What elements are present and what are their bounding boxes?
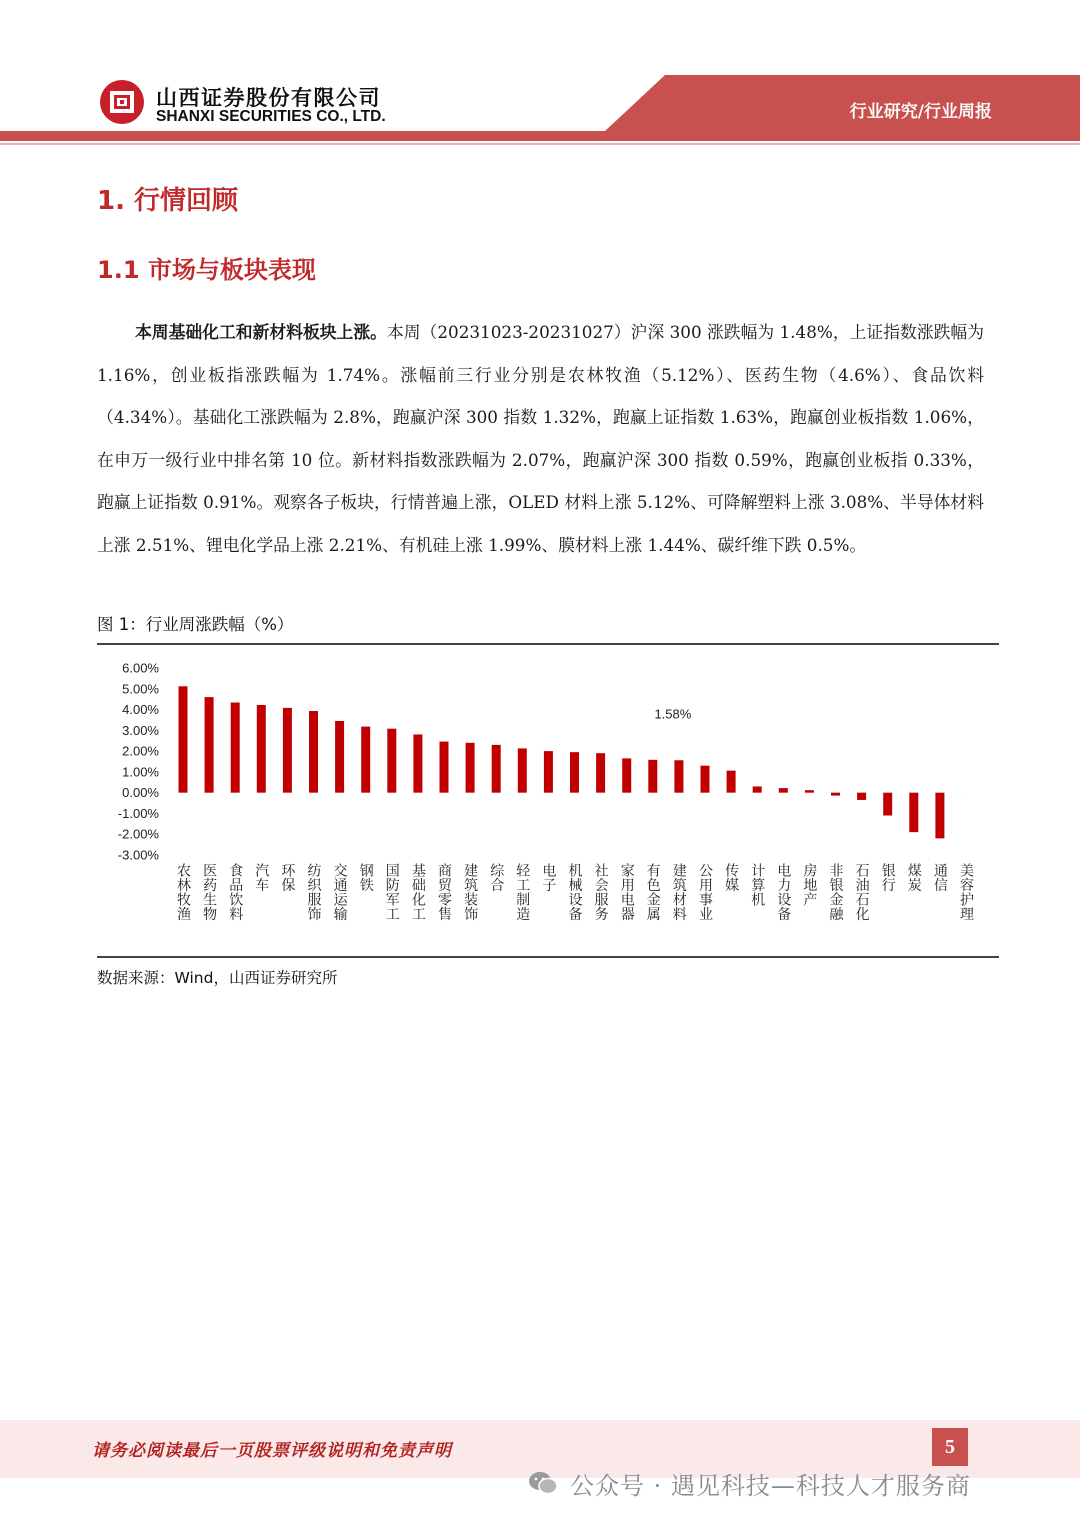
bar: [596, 753, 605, 792]
figure-title: 图 1：行业周涨跌幅（%）: [97, 615, 294, 634]
figure-source: 数据来源：Wind，山西证券研究所: [97, 969, 338, 987]
x-tick-label: 基础化工: [409, 863, 426, 921]
company-logo-icon: [98, 78, 146, 126]
bar: [205, 697, 214, 793]
x-tick-label: 交通运输: [331, 863, 348, 921]
page-header: [0, 0, 1080, 150]
bar: [883, 793, 892, 816]
bar-chart: [97, 645, 999, 955]
bar: [283, 708, 292, 793]
data-label: 1.58%: [654, 706, 692, 722]
footer-disclaimer: 请务必阅读最后一页股票评级说明和免责声明: [92, 1441, 452, 1461]
x-tick-label: 钢铁: [357, 863, 374, 892]
x-tick-label: 房地产: [801, 863, 818, 907]
company-name-cn: 山西证券股份有限公司: [156, 86, 381, 110]
y-tick-label: 5.00%: [122, 681, 159, 697]
bar: [387, 729, 396, 793]
subsection-title: 1.1 市场与板块表现: [97, 256, 316, 284]
x-tick-label: 农林牧渔: [175, 863, 191, 921]
bar: [622, 758, 631, 792]
bar: [570, 752, 579, 793]
company-name-en: SHANXI SECURITIES CO., LTD.: [156, 108, 386, 125]
x-tick-label: 建筑装饰: [462, 863, 479, 921]
bar: [231, 702, 240, 792]
y-tick-label: 4.00%: [122, 702, 159, 718]
bar: [257, 705, 266, 793]
x-tick-label: 美容护理: [958, 863, 974, 921]
x-tick-label: 有色金属: [644, 863, 661, 921]
y-tick-label: -1.00%: [117, 805, 159, 821]
watermark: [528, 1464, 971, 1502]
bar: [518, 748, 527, 792]
bar: [309, 711, 318, 793]
x-tick-label: 电子: [540, 863, 557, 892]
bar: [857, 793, 866, 800]
bar: [544, 751, 553, 793]
bar: [413, 734, 422, 792]
x-tick-label: 环保: [279, 863, 296, 892]
bar: [335, 721, 344, 793]
header-divider-thin: [0, 143, 1080, 145]
bar: [831, 793, 840, 796]
header-divider: [0, 131, 1080, 141]
bar: [674, 760, 683, 792]
x-tick-label: 机械设备: [566, 863, 583, 921]
wechat-icon: [528, 1470, 558, 1496]
x-tick-label: 社会服务: [592, 863, 609, 921]
figure-bottom-rule: [97, 956, 999, 958]
bar: [805, 790, 814, 792]
header-tab: [605, 75, 1080, 131]
bar: [492, 745, 501, 793]
x-tick-label: 纺织服饰: [305, 863, 322, 921]
y-tick-label: 1.00%: [122, 764, 159, 780]
bar: [909, 793, 918, 832]
bar: [701, 766, 710, 793]
x-tick-label: 非银金融: [827, 863, 844, 921]
x-tick-label: 建筑材料: [670, 863, 687, 921]
x-tick-label: 家用电器: [618, 863, 635, 921]
y-tick-label: -3.00%: [117, 847, 159, 863]
x-tick-label: 煤炭: [905, 863, 922, 892]
bar: [753, 786, 762, 792]
bar: [935, 793, 944, 839]
section-title: 1. 行情回顾: [97, 186, 239, 216]
x-tick-label: 银行: [879, 863, 896, 892]
x-tick-label: 轻工制造: [514, 863, 531, 921]
y-tick-label: 3.00%: [122, 722, 159, 738]
bar: [179, 686, 188, 792]
paragraph-body: 本周（20231023-20231027）沪深 300 涨跌幅为 1.48%，上证指数涨跌幅为 1.16%，创业板指涨跌幅为 1.74%。涨幅前三行业分别是农林牧渔（5.12%）、医药生物（4.6%）、食品饮料（4.34%）。基础化工涨跌幅为 2.8%，跑赢沪深 300 指数 1.32%，跑赢上证指数 1.63%，跑赢创业板指数 1.06%，在申万一级行业中排名第 10 位。新材料指数涨跌幅为 2.07%，跑赢沪深 300 指数 0.59%，跑赢创业板指 0.33%，跑赢上证指数 0.91%。观察各子板块，行情普遍上涨，OLED 材料上涨 5.12%、可降解塑料上涨 3.08%、半导体材料上涨 2.51%、锂电化学品上涨 2.21%、有机硅上涨 1.99%、膜材料上涨 1.44%、碳纤维下跌 0.5%。: [97, 322, 984, 555]
bar: [361, 727, 370, 793]
bar: [779, 788, 788, 793]
page-number: 5: [932, 1428, 968, 1466]
bar: [648, 760, 657, 793]
y-tick-label: -2.00%: [117, 826, 159, 842]
x-tick-label: 电力设备: [775, 863, 792, 921]
x-tick-label: 商贸零售: [436, 863, 452, 921]
body-paragraph: [97, 311, 984, 566]
bar: [466, 743, 475, 793]
x-tick-label: 汽车: [253, 863, 270, 892]
x-tick-label: 综合: [488, 863, 505, 892]
y-tick-label: 2.00%: [122, 743, 159, 759]
x-tick-label: 通信: [931, 863, 948, 892]
y-tick-label: 0.00%: [122, 785, 159, 801]
x-tick-label: 公用事业: [697, 863, 713, 921]
watermark-text: 公众号 · 遇见科技—科技人才服务商: [570, 1471, 971, 1500]
x-tick-label: 食品饮料: [227, 863, 244, 921]
x-tick-label: 医药生物: [201, 863, 218, 921]
x-tick-label: 石油石化: [853, 863, 870, 921]
report-category: 行业研究/行业周报: [849, 102, 992, 122]
paragraph-lead: 本周基础化工和新材料板块上涨。: [135, 322, 387, 342]
y-tick-label: 6.00%: [122, 660, 159, 676]
x-tick-label: 国防军工: [383, 863, 400, 921]
x-tick-label: 计算机: [749, 863, 766, 907]
x-tick-label: 传媒: [723, 863, 740, 892]
bar: [440, 742, 449, 793]
bar: [727, 771, 736, 793]
